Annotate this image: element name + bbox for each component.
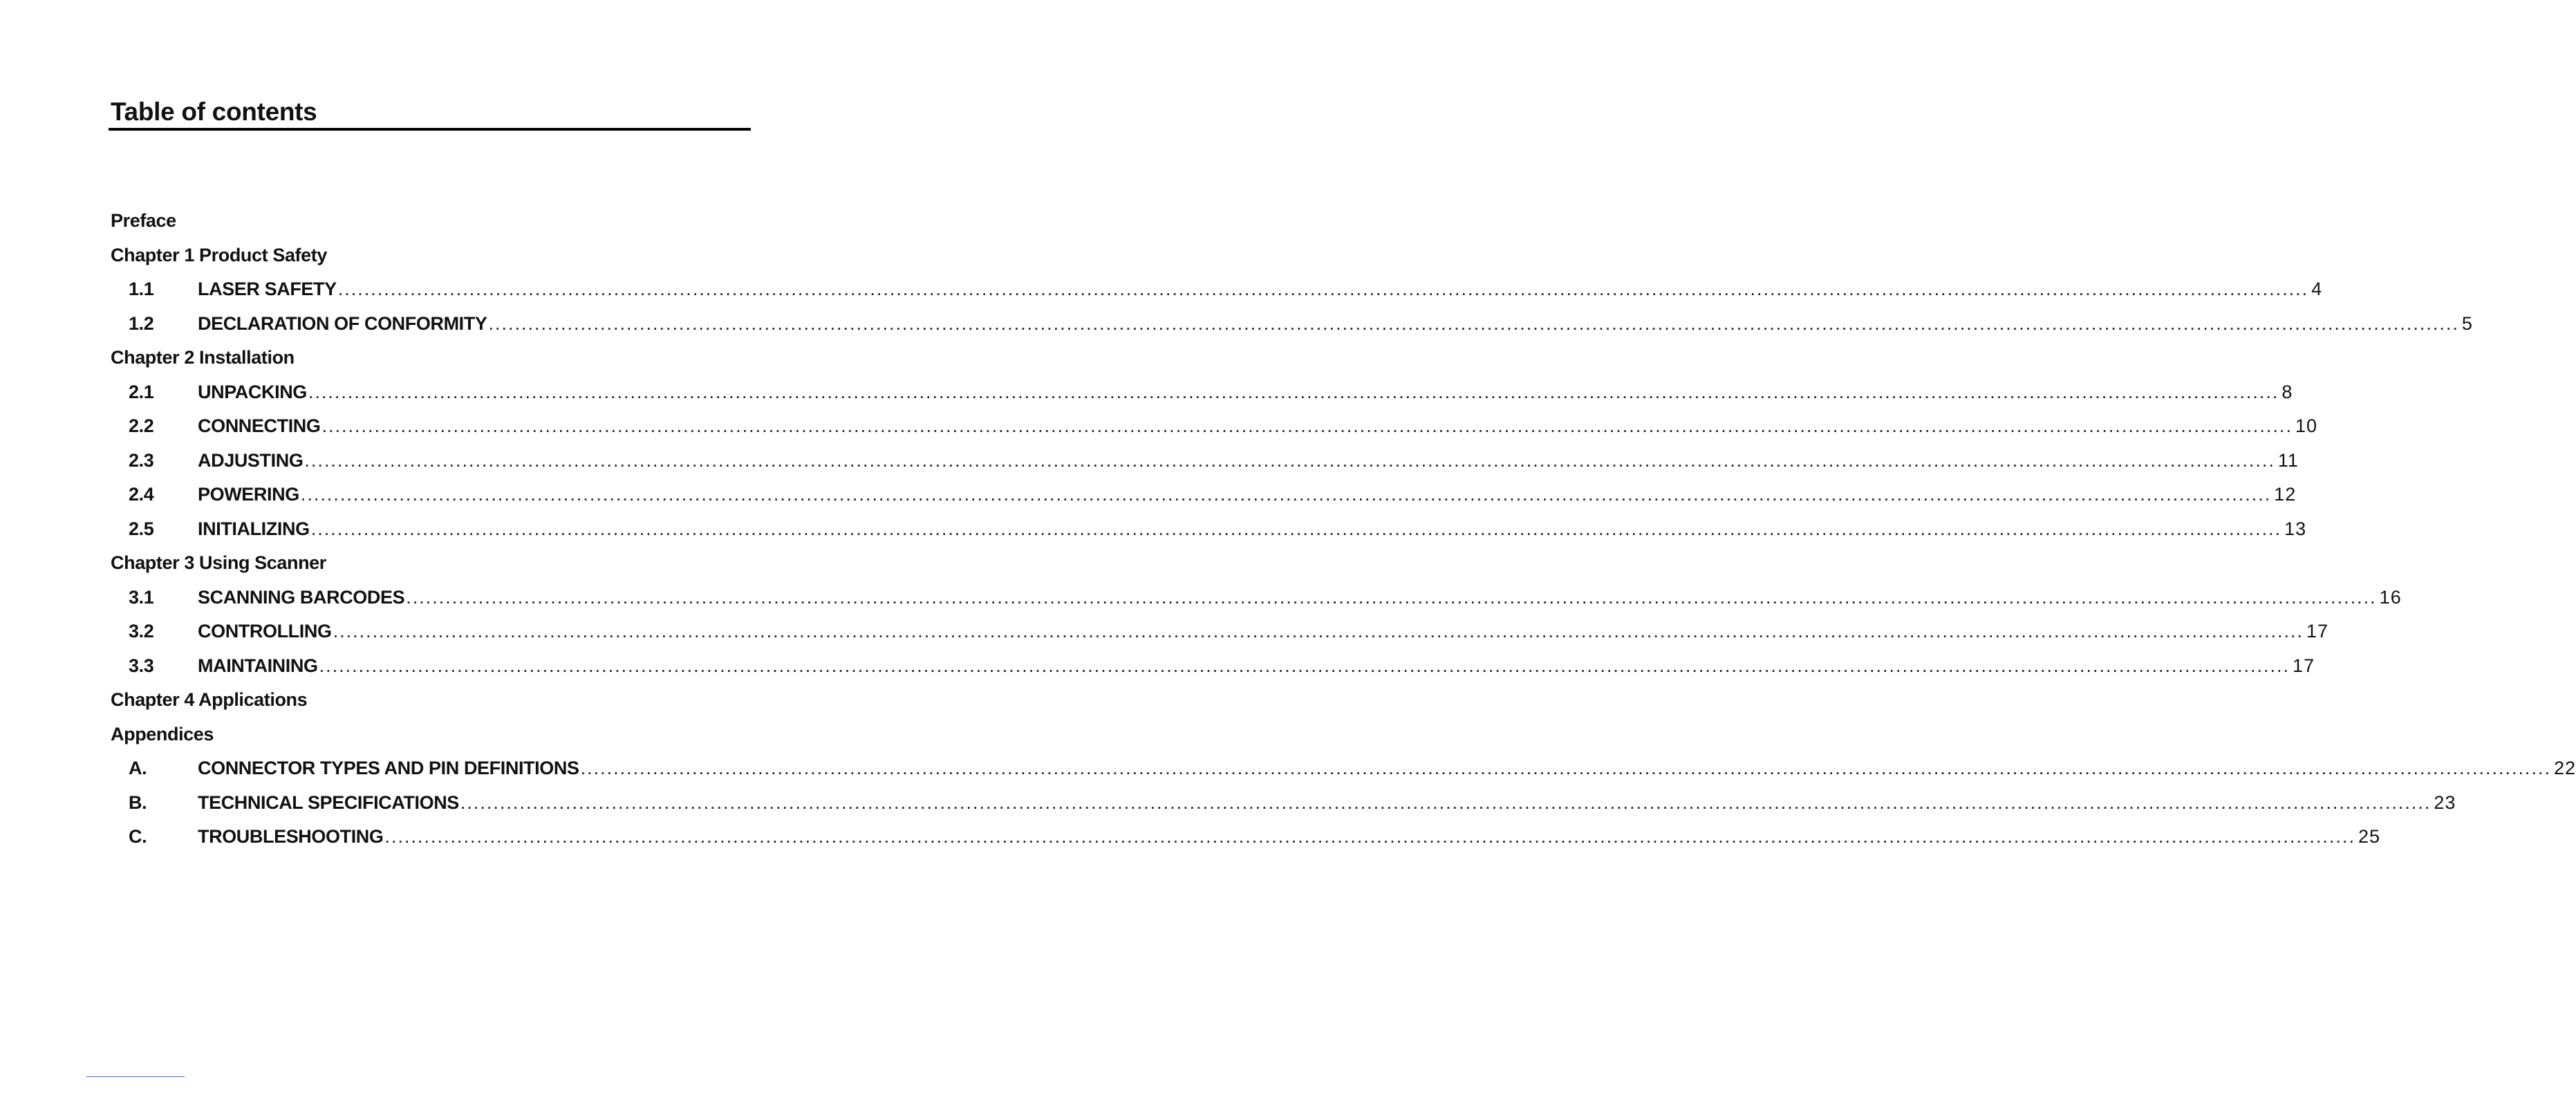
toc-entry[interactable] [111, 653, 2315, 687]
toc-entry-number: 3.1 [129, 586, 154, 608]
toc-entry-line [198, 618, 2329, 644]
dot-leader: ............................................................................................................................................................................................................................................................................................................ [308, 381, 2279, 402]
toc-entry-label: DECLARATION OF CONFORMITY [198, 312, 487, 334]
toc-entry[interactable] [111, 789, 2456, 824]
toc-heading[interactable] [111, 344, 748, 379]
toc-entry-number: 2.2 [129, 415, 154, 436]
toc-heading-text: Chapter 3 Using Scanner [111, 552, 326, 573]
toc-heading-text: Chapter 2 Installation [111, 347, 295, 368]
toc-entry[interactable] [111, 379, 2293, 413]
dot-leader: ............................................................................................................................................................................................................................................................................................................ [310, 518, 2282, 539]
toc-entry-line [198, 789, 2456, 816]
toc-entry[interactable] [111, 413, 2317, 447]
toc-entry[interactable] [111, 276, 2323, 310]
toc-entry-line [198, 447, 2299, 474]
toc-entry[interactable] [111, 310, 2473, 345]
toc-entry-label: TECHNICAL SPECIFICATIONS [198, 792, 459, 813]
toc-entry-page: 11 [2277, 449, 2299, 471]
toc-entry-line [198, 653, 2315, 679]
title-rule [109, 128, 751, 131]
toc-heading-text: Chapter 1 Product Safety [111, 244, 327, 265]
toc-heading-text: Appendices [111, 723, 214, 745]
dot-leader: ............................................................................................................................................................................................................................................................................................................ [580, 758, 2552, 778]
toc-entry[interactable] [111, 618, 2329, 653]
toc-heading[interactable] [111, 242, 748, 277]
toc-entry-number: 3.2 [129, 621, 154, 642]
toc-entry[interactable] [111, 584, 2402, 619]
toc-entry-number: 2.3 [129, 449, 154, 471]
toc-heading[interactable] [111, 721, 748, 756]
toc-entry-page: 8 [2281, 381, 2293, 402]
toc-entry-label: INITIALIZING [198, 518, 310, 539]
toc-entry-label: UNPACKING [198, 381, 307, 402]
toc-heading[interactable] [111, 207, 748, 242]
toc-heading-text: Chapter 4 Applications [111, 689, 308, 710]
toc-entry-page: 17 [2306, 621, 2329, 642]
toc-entry-label: CONTROLLING [198, 621, 332, 642]
toc-heading-text: Preface [111, 210, 176, 231]
toc-entry-page: 16 [2379, 586, 2402, 608]
toc-entry-label: LASER SAFETY [198, 279, 337, 299]
toc-entry-number: 3.3 [129, 655, 154, 676]
toc-entry-number: 1.1 [129, 279, 154, 299]
dot-leader: ............................................................................................................................................................................................................................................................................................................ [384, 826, 2355, 847]
dot-leader: ............................................................................................................................................................................................................................................................................................................ [488, 312, 2459, 334]
dot-leader: ............................................................................................................................................................................................................................................................................................................ [333, 621, 2304, 642]
toc-heading[interactable] [111, 550, 748, 584]
toc-entry-page: 12 [2274, 484, 2297, 505]
toc-entry-line [198, 516, 2307, 542]
toc-entry-number: A. [129, 758, 147, 778]
toc-entry-number: B. [129, 792, 147, 813]
toc-entry-line [198, 379, 2293, 405]
toc-entry-line [198, 584, 2402, 610]
toc-entry-page: 23 [2434, 792, 2456, 813]
table-of-contents [111, 207, 2576, 858]
toc-entry-label: TROUBLESHOOTING [198, 826, 384, 847]
toc-entry-line [198, 823, 2380, 850]
toc-entry-label: ADJUSTING [198, 449, 304, 471]
toc-entry-number: 2.4 [129, 484, 154, 505]
toc-entry-page: 17 [2293, 655, 2315, 676]
toc-entry-label: CONNECTOR TYPES AND PIN DEFINITIONS [198, 758, 579, 778]
dot-leader: ............................................................................................................................................................................................................................................................................................................ [319, 655, 2290, 676]
toc-entry-number: 1.2 [129, 312, 154, 334]
toc-heading[interactable] [111, 686, 748, 721]
toc-entry-page: 22 [2554, 758, 2576, 778]
dot-leader: ............................................................................................................................................................................................................................................................................................................ [337, 279, 2309, 299]
toc-entry-line [198, 310, 2473, 337]
toc-entry-number: 2.1 [129, 381, 154, 402]
toc-entry[interactable] [111, 755, 2576, 789]
toc-entry-page: 25 [2358, 826, 2380, 847]
toc-entry-label: CONNECTING [198, 415, 321, 436]
dot-leader: ............................................................................................................................................................................................................................................................................................................ [406, 586, 2377, 608]
toc-entry-page: 10 [2295, 415, 2317, 436]
dot-leader: ............................................................................................................................................................................................................................................................................................................ [300, 484, 2272, 505]
toc-entry-number: 2.5 [129, 518, 154, 539]
toc-entry-line [198, 276, 2323, 302]
toc-entry[interactable] [111, 481, 2297, 516]
toc-entry-line [198, 481, 2297, 507]
toc-entry-page: 13 [2284, 518, 2307, 539]
toc-entry[interactable] [111, 447, 2299, 482]
toc-entry[interactable] [111, 823, 2380, 858]
dot-leader: ............................................................................................................................................................................................................................................................................................................ [321, 415, 2293, 436]
toc-entry[interactable] [111, 516, 2307, 550]
toc-entry-page: 5 [2461, 312, 2473, 334]
footnote-separator [86, 1076, 185, 1077]
toc-entry-label: SCANNING BARCODES [198, 586, 405, 608]
dot-leader: ............................................................................................................................................................................................................................................................................................................ [304, 449, 2275, 471]
toc-entry-page: 4 [2311, 279, 2323, 299]
toc-entry-line [198, 755, 2576, 781]
toc-entry-label: MAINTAINING [198, 655, 318, 676]
toc-entry-number: C. [129, 826, 147, 847]
toc-entry-label: POWERING [198, 484, 299, 505]
dot-leader: ............................................................................................................................................................................................................................................................................................................ [460, 792, 2432, 813]
toc-entry-line [198, 413, 2317, 439]
page-title: Table of contents [111, 97, 317, 126]
